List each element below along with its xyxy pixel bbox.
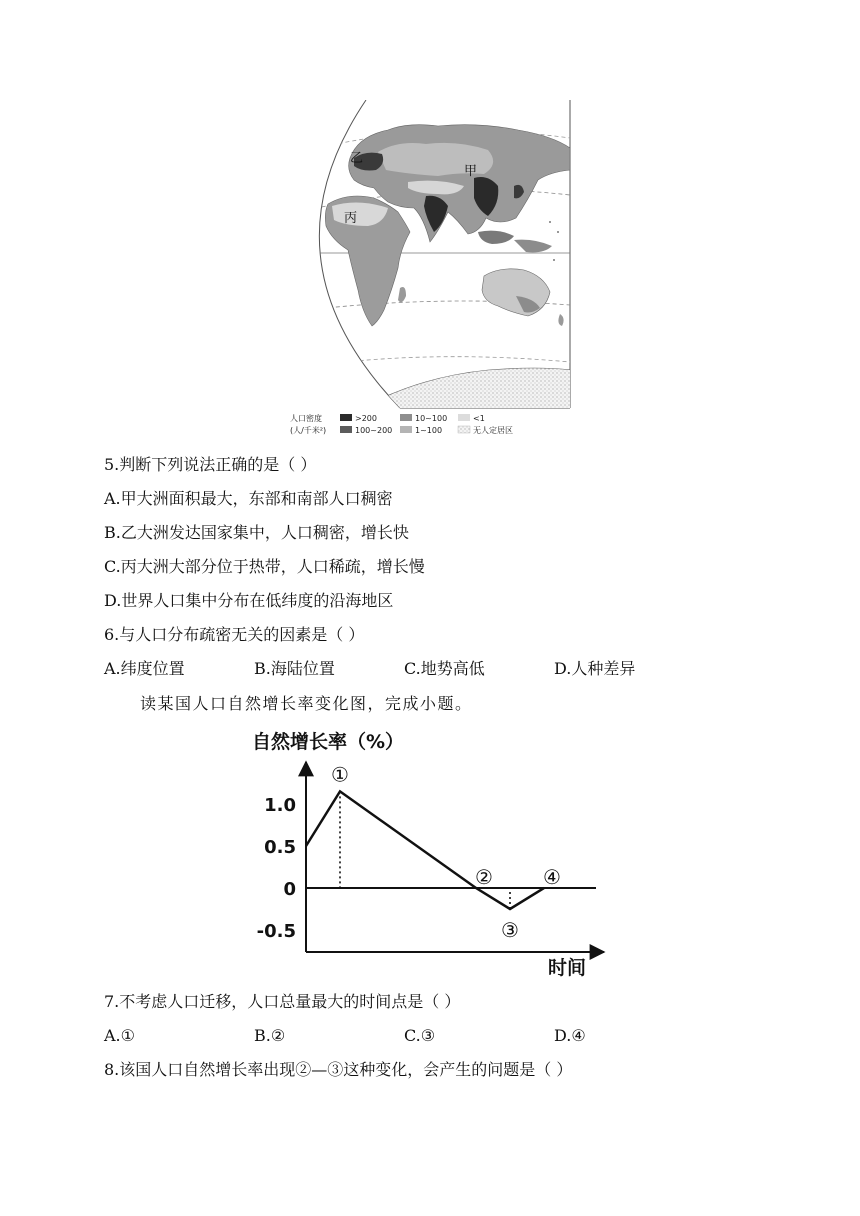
question-5-option-a: A.甲大洲面积最大，东部和南部人口稠密 (104, 489, 393, 508)
population-density-map (288, 100, 572, 440)
legend-label: 无人定居区 (473, 426, 513, 435)
world-map-svg (288, 100, 572, 440)
question-5-option-c: C.丙大洲大部分位于热带，人口稀疏，增长慢 (104, 557, 425, 576)
y-tick-label: 0.5 (264, 837, 296, 858)
australia-shape (482, 269, 550, 316)
maritime-southeast-asia (478, 231, 514, 244)
question-7-option-b: B.② (254, 1026, 286, 1045)
y-tick-label: 1.0 (264, 795, 296, 816)
legend-swatch (400, 426, 412, 433)
legend-label: <1 (473, 414, 485, 423)
point-labels (331, 762, 561, 942)
question-7-option-a: A.① (104, 1026, 135, 1045)
pacific-island-dot (549, 221, 551, 223)
question-7-option-c: C.③ (404, 1026, 436, 1045)
new-zealand-island (558, 314, 563, 326)
legend-swatch (400, 414, 412, 421)
map-label-yi: 乙 (350, 151, 364, 166)
y-axis-title: 自然增长率（%） (252, 731, 405, 753)
madagascar-island (398, 287, 406, 302)
question-7-stem: 7.不考虑人口迁移，人口总量最大的时间点是（ ） (104, 992, 461, 1011)
y-tick-label: -0.5 (256, 921, 296, 942)
y-tick-label: 0 (283, 879, 296, 900)
legend-swatch (458, 426, 470, 433)
map-label-jia: 甲 (464, 164, 478, 179)
point-label: ④ (543, 865, 561, 889)
question-8-stem: 8.该国人口自然增长率出现②—③这种变化，会产生的问题是（ ） (104, 1060, 573, 1079)
growth-rate-chart-svg (240, 722, 620, 984)
legend-swatch (340, 414, 352, 421)
antarctica-shape (378, 368, 572, 410)
growth-rate-series-line (306, 791, 544, 909)
legend-title-line2: (人/千米²) (290, 426, 327, 435)
new-guinea-island (514, 240, 552, 253)
question-6-stem: 6.与人口分布疏密无关的因素是（ ） (104, 625, 365, 644)
pacific-island-dot (557, 231, 559, 233)
question-6-option-d: D.人种差异 (554, 659, 636, 678)
question-6-option-c: C.地势高低 (404, 659, 485, 678)
pacific-island-dot (553, 259, 555, 261)
point-label: ① (331, 762, 349, 787)
question-5-option-b: B.乙大洲发达国家集中，人口稠密，增长快 (104, 523, 409, 542)
growth-rate-chart (240, 722, 620, 984)
question-5-stem: 5.判断下列说法正确的是（ ） (104, 455, 317, 474)
legend-swatch (340, 426, 352, 433)
legend-label: 1~100 (415, 426, 443, 435)
point-label: ② (475, 865, 493, 889)
antarctic-circle-line (318, 357, 570, 365)
question-6-option-b: B.海陆位置 (254, 659, 335, 678)
legend-title-line1: 人口密度 (290, 414, 322, 423)
map-label-bing: 丙 (344, 211, 358, 226)
y-tick-labels (257, 795, 296, 942)
chart-intro-text: 读某国人口自然增长率变化图，完成小题。 (140, 694, 473, 713)
map-legend (290, 413, 513, 435)
point-label: ③ (501, 918, 519, 942)
x-axis-title: 时间 (548, 957, 587, 979)
legend-swatch (458, 414, 470, 421)
legend-label: >200 (355, 414, 377, 423)
question-6-option-a: A.纬度位置 (104, 659, 185, 678)
legend-label: 10~100 (415, 414, 448, 423)
question-5-option-d: D.世界人口集中分布在低纬度的沿海地区 (104, 591, 394, 610)
legend-label: 100~200 (355, 426, 393, 435)
question-7-option-d: D.④ (554, 1026, 586, 1045)
